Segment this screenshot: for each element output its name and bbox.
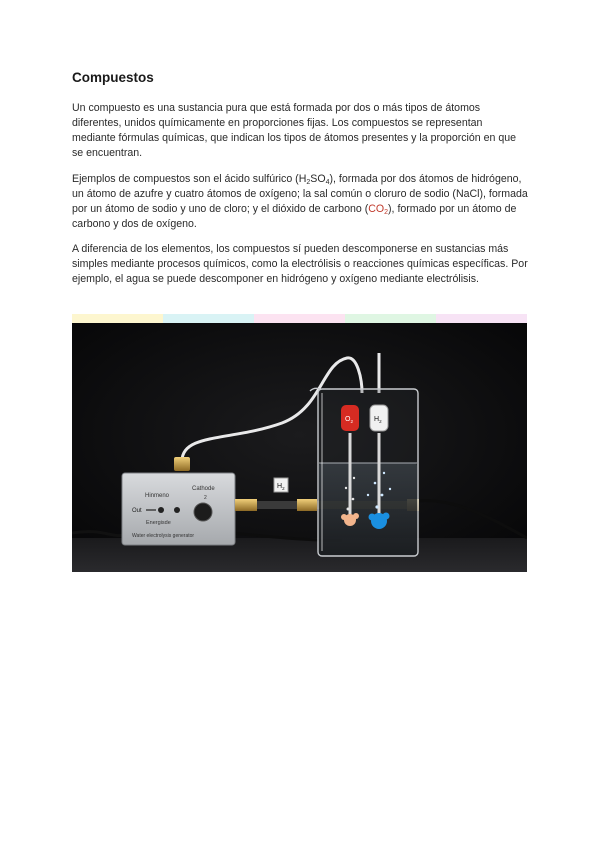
electrolysis-photo xyxy=(72,323,527,572)
pipe-h2-label: $H_2$ xyxy=(277,483,285,491)
strip-segment xyxy=(436,314,527,323)
paragraph-definition: Un compuesto es una sustancia pura que está formada por dos o más tipos de átomos diferentes, unidos químicamente en proporciones fijas. Los compuestos se representan mediante fórmulas químicas, que indican los tipos de átomos presentes y la proporción en que se encuentran. xyxy=(72,102,517,159)
strip-segment xyxy=(254,314,345,323)
box-number: 2 xyxy=(204,495,207,501)
strip-segment xyxy=(72,314,163,323)
examples-text-b: ), formada por dos átomos de hidrógeno, un átomo de azufre y cuatro átomos de oxígeno; la sal común o cloruro de sodio (NaCl), formada por un átomo de sodio y uno de cloro; y el dióxido de carbono ( xyxy=(72,173,528,215)
control-box xyxy=(122,473,235,545)
section-title: Compuestos xyxy=(72,70,154,85)
switch-knob xyxy=(158,507,164,513)
formula-co2: $CO_2$ xyxy=(368,203,389,216)
examples-text-c: ), formado por un átomo de carbono y dos de oxígeno. xyxy=(72,203,517,230)
indicator-knob xyxy=(174,507,180,513)
water xyxy=(319,463,417,555)
beaker xyxy=(310,388,418,556)
strip-segment xyxy=(345,314,436,323)
examples-text-a: Ejemplos de compuestos son el ácido sulfúrico ( xyxy=(72,173,299,185)
dial-knob xyxy=(194,503,212,521)
box-footer: Water electrolysis generator xyxy=(132,533,195,539)
box-label-2: Cathode xyxy=(192,486,215,492)
side-brass-fitting xyxy=(235,499,257,511)
box-label-1: Hinmeno xyxy=(145,493,170,499)
hydrogen-label: $H_2$ xyxy=(374,416,382,424)
oxygen-label: $O_2$ xyxy=(345,416,353,424)
top-brass-fitting xyxy=(174,457,190,471)
strip-segment xyxy=(163,314,254,323)
paragraph-examples xyxy=(72,172,528,232)
pipe-brass-fitting xyxy=(297,499,317,511)
box-label-3: Out xyxy=(132,508,142,514)
paragraph-decomposition: A diferencia de los elementos, los compuestos sí pueden descomponerse en sustancias más simples mediante procesos químicos, como la electrólisis o reacciones químicas específicas. Por ejemplo, el agua se puede descomponer en hidrógeno y oxígeno mediante electrólisis. xyxy=(72,243,528,285)
decorative-color-strip xyxy=(72,314,527,323)
box-label-4: Energisde xyxy=(146,520,171,526)
formula-h2so4: $H_2SO_4$ xyxy=(298,173,330,186)
